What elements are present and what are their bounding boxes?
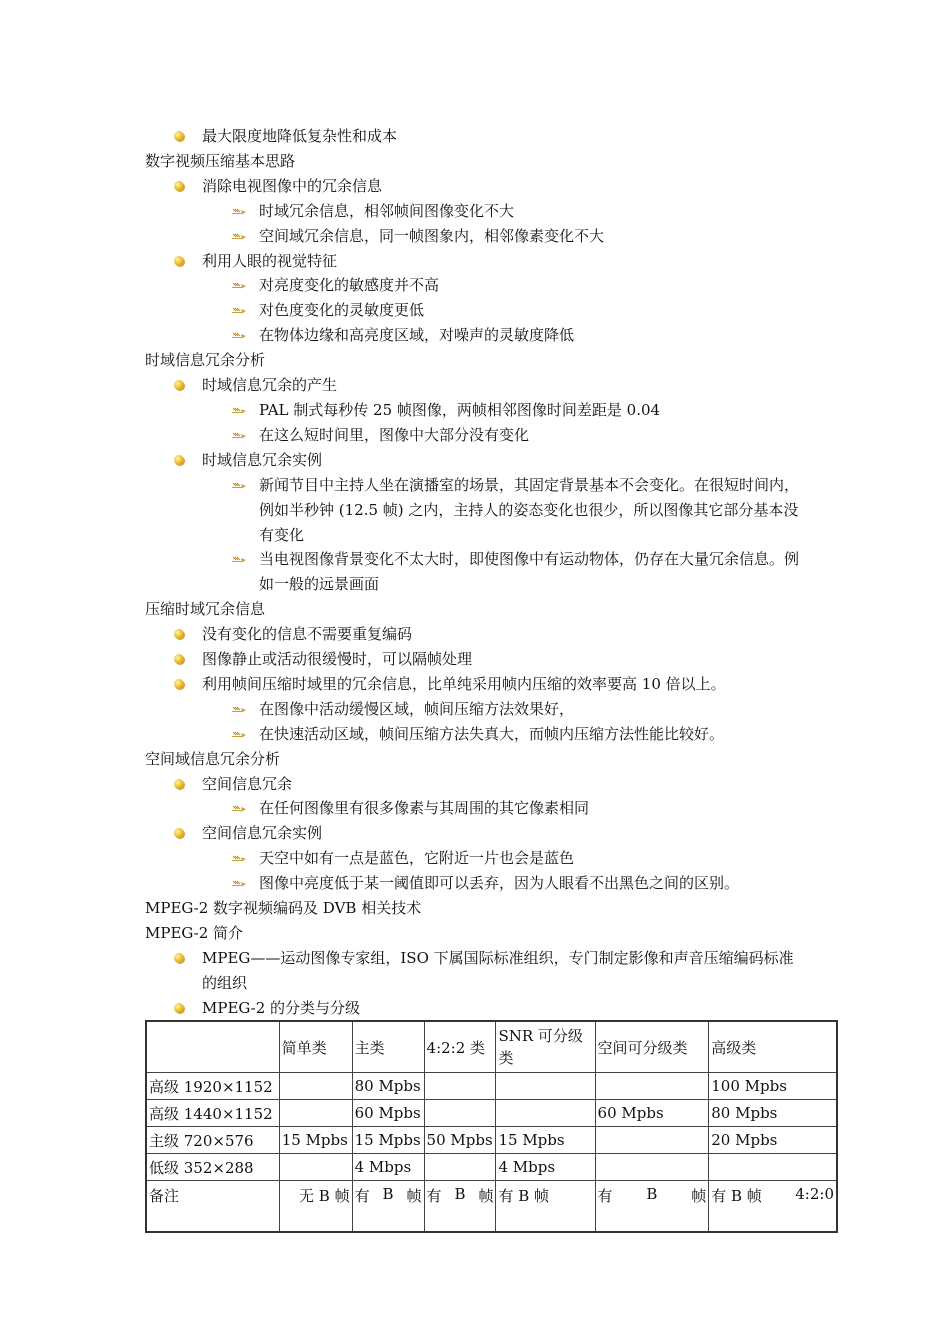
list-item — [145, 722, 845, 747]
note-text: 帧 — [478, 1187, 494, 1205]
round-gold-bullet-icon — [174, 256, 184, 266]
line-text: 在图像中活动缓慢区域，帧间压缩方法效果好， — [259, 699, 575, 718]
note-text: 有 — [597, 1187, 613, 1205]
note-text: 有 B 帧 — [711, 1187, 762, 1205]
table-cell: 80 Mpbs — [352, 1073, 424, 1100]
table-cell: 20 Mpbs — [709, 1127, 837, 1154]
table-cell — [279, 1073, 352, 1100]
round-gold-bullet-icon — [174, 629, 184, 639]
table-cell — [595, 1073, 709, 1100]
list-item — [145, 249, 845, 274]
list-item — [145, 423, 845, 448]
line-text: 当电视图像背景变化不太大时，即使图像中有运动物体，仍存在大量冗余信息。例如一般的远景画面 — [259, 550, 800, 594]
feather-arrow-bullet-icon — [232, 406, 246, 414]
table-cell — [496, 1100, 595, 1127]
line-text: 在快速活动区域，帧间压缩方法失真大，而帧内压缩方法性能比较好。 — [259, 724, 725, 743]
line-text: PAL 制式每秒传 25 帧图像，两帧相邻图像时间差距是 0.04 — [259, 400, 661, 419]
table-header-cell: 主类 — [352, 1021, 424, 1073]
feather-arrow-bullet-icon — [232, 705, 246, 713]
note-simple-text: 无 B 帧 — [299, 1187, 350, 1205]
section-heading — [145, 896, 845, 921]
table-note-row — [146, 1181, 837, 1233]
table-cell: 15 Mpbs — [279, 1127, 352, 1154]
note-simple-cell — [279, 1181, 352, 1233]
list-item — [145, 672, 845, 697]
line-text: MPEG-2 的分类与分级 — [202, 998, 361, 1017]
round-gold-bullet-icon — [174, 1003, 184, 1013]
round-gold-bullet-icon — [174, 679, 184, 689]
line-text: 空间域冗余信息，同一帧图象内，相邻像素变化不大 — [259, 226, 605, 245]
list-item — [145, 224, 845, 249]
line-text: 天空中如有一点是蓝色，它附近一片也会是蓝色 — [259, 849, 575, 868]
list-item — [145, 796, 845, 821]
list-item — [145, 174, 845, 199]
document-body — [145, 124, 845, 1021]
line-text: 空间信息冗余实例 — [202, 824, 323, 843]
note-text: 有 — [426, 1187, 442, 1205]
line-text: MPEG-2 简介 — [145, 924, 244, 942]
list-item — [145, 647, 845, 672]
line-text: 空间域信息冗余分析 — [145, 749, 281, 768]
list-item — [145, 996, 845, 1021]
table-row — [146, 1073, 837, 1100]
line-text: 数字视频压缩基本思路 — [145, 151, 296, 170]
line-text: 最大限度地降低复杂性和成本 — [202, 127, 398, 145]
list-item — [145, 871, 845, 896]
table-cell: 60 Mpbs — [595, 1100, 709, 1127]
table-cell — [424, 1154, 496, 1181]
table-row — [146, 1154, 837, 1181]
table-cell: 主级 720×576 — [146, 1127, 279, 1154]
list-item — [145, 697, 845, 722]
line-text: 没有变化的信息不需要重复编码 — [202, 625, 413, 644]
table-header-cell: 简单类 — [279, 1021, 352, 1073]
list-item — [145, 473, 807, 548]
section-heading — [145, 921, 845, 946]
table-cell — [595, 1127, 709, 1154]
list-item — [145, 448, 845, 473]
feather-arrow-bullet-icon — [232, 481, 246, 489]
table-cell: 15 Mpbs — [496, 1127, 595, 1154]
section-heading — [145, 348, 845, 373]
note-high-cell — [709, 1181, 837, 1233]
line-text: 时域信息冗余的产生 — [202, 376, 338, 395]
note-text: B — [646, 1185, 658, 1203]
note-spatial-cell — [595, 1181, 709, 1233]
table-cell: 15 Mpbs — [352, 1127, 424, 1154]
table-cell — [595, 1154, 709, 1181]
line-text: 图像静止或活动很缓慢时，可以隔帧处理 — [202, 650, 473, 669]
mpeg2-profiles-levels-table — [145, 1020, 838, 1233]
line-text: 利用人眼的视觉特征 — [202, 251, 338, 270]
note-422-cell — [424, 1181, 496, 1233]
line-text: 图像中亮度低于某一阈值即可以丢弃，因为人眼看不出黑色之间的区别。 — [259, 874, 740, 893]
list-item — [145, 124, 845, 149]
line-text: MPEG-2 数字视频编码及 DVB 相关技术 — [145, 899, 422, 918]
table-cell — [279, 1100, 352, 1127]
line-text: 对亮度变化的敏感度并不高 — [259, 276, 440, 295]
note-main-cell — [352, 1181, 424, 1233]
note-label-cell: 备注 — [146, 1181, 279, 1233]
line-text: 对色度变化的灵敏度更低 — [259, 301, 425, 320]
line-text: 在任何图像里有很多像素与其周围的其它像素相同 — [259, 799, 590, 818]
note-text: B — [454, 1185, 466, 1203]
list-item — [145, 298, 845, 323]
section-heading — [145, 149, 845, 174]
feather-arrow-bullet-icon — [232, 804, 246, 812]
line-text: MPEG——运动图像专家组，ISO 下属国际标准组织，专门制定影像和声音压缩编码标准的组织 — [202, 948, 794, 992]
feather-arrow-bullet-icon — [232, 281, 246, 289]
table-cell: 高级 1440×1152 — [146, 1100, 279, 1127]
table-row — [146, 1127, 837, 1154]
table-cell — [709, 1154, 837, 1181]
line-text: 在物体边缘和高亮度区域，对噪声的灵敏度降低 — [259, 326, 575, 345]
note-text: B — [382, 1185, 394, 1203]
line-text: 利用帧间压缩时域里的冗余信息，比单纯采用帧内压缩的效率要高 10 倍以上。 — [202, 674, 726, 693]
line-text: 消除电视图像中的冗余信息 — [202, 176, 383, 195]
table-header-cell: 空间可分级类 — [595, 1021, 709, 1073]
list-item — [145, 547, 807, 597]
table-cell: 4 Mbps — [352, 1154, 424, 1181]
list-item — [145, 772, 845, 797]
table-cell — [496, 1073, 595, 1100]
round-gold-bullet-icon — [174, 380, 184, 390]
round-gold-bullet-icon — [174, 953, 184, 963]
table-cell — [279, 1154, 352, 1181]
note-snr-cell: 有 B 帧 — [496, 1181, 595, 1233]
list-item — [145, 398, 845, 423]
table-cell: 低级 352×288 — [146, 1154, 279, 1181]
table-cell — [424, 1073, 496, 1100]
list-item — [145, 946, 807, 996]
line-text: 压缩时域冗余信息 — [145, 600, 266, 619]
section-heading — [145, 747, 845, 772]
feather-arrow-bullet-icon — [232, 306, 246, 314]
section-heading — [145, 597, 845, 622]
line-text: 空间信息冗余 — [202, 774, 293, 793]
list-item — [145, 323, 845, 348]
table-row — [146, 1100, 837, 1127]
line-text: 在这么短时间里，图像中大部分没有变化 — [259, 425, 530, 444]
table-cell: 80 Mpbs — [709, 1100, 837, 1127]
list-item — [145, 821, 845, 846]
feather-arrow-bullet-icon — [232, 232, 246, 240]
feather-arrow-bullet-icon — [232, 730, 246, 738]
table-header-cell — [146, 1021, 279, 1073]
table-cell: 60 Mpbs — [352, 1100, 424, 1127]
note-text: 帧 — [406, 1187, 422, 1205]
round-gold-bullet-icon — [174, 779, 184, 789]
note-text: 4:2:0 — [795, 1185, 834, 1203]
feather-arrow-bullet-icon — [232, 431, 246, 439]
note-text: 帧 — [691, 1187, 707, 1205]
round-gold-bullet-icon — [174, 455, 184, 465]
round-gold-bullet-icon — [174, 828, 184, 838]
list-item — [145, 846, 845, 871]
table-cell: 50 Mpbs — [424, 1127, 496, 1154]
list-item — [145, 273, 845, 298]
table-header-cell: 4:2:2 类 — [424, 1021, 496, 1073]
feather-arrow-bullet-icon — [232, 854, 246, 862]
table-cell: 100 Mpbs — [709, 1073, 837, 1100]
table-cell: 高级 1920×1152 — [146, 1073, 279, 1100]
list-item — [145, 622, 845, 647]
list-item — [145, 199, 845, 224]
table-cell: 4 Mbps — [496, 1154, 595, 1181]
line-text: 时域信息冗余实例 — [202, 450, 323, 469]
note-text: 有 — [354, 1187, 370, 1205]
table-cell — [424, 1100, 496, 1127]
round-gold-bullet-icon — [174, 654, 184, 664]
feather-arrow-bullet-icon — [232, 555, 246, 563]
feather-arrow-bullet-icon — [232, 207, 246, 215]
line-text: 新闻节目中主持人坐在演播室的场景，其固定背景基本不会变化。在很短时间内，例如半秒钟 (12.5 帧) 之内，主持人的姿态变化也很少，所以图像其它部分基本没有变化 — [259, 475, 800, 544]
table-header-cell: 高级类 — [709, 1021, 837, 1073]
feather-arrow-bullet-icon — [232, 879, 246, 887]
line-text: 时域冗余信息，相邻帧间图像变化不大 — [259, 201, 515, 220]
table-header-row — [146, 1021, 837, 1073]
feather-arrow-bullet-icon — [232, 331, 246, 339]
list-item — [145, 373, 845, 398]
table-header-cell: SNR 可分级类 — [496, 1021, 595, 1073]
line-text: 时域信息冗余分析 — [145, 351, 266, 370]
round-gold-bullet-icon — [174, 181, 184, 191]
round-gold-bullet-icon — [174, 131, 184, 141]
